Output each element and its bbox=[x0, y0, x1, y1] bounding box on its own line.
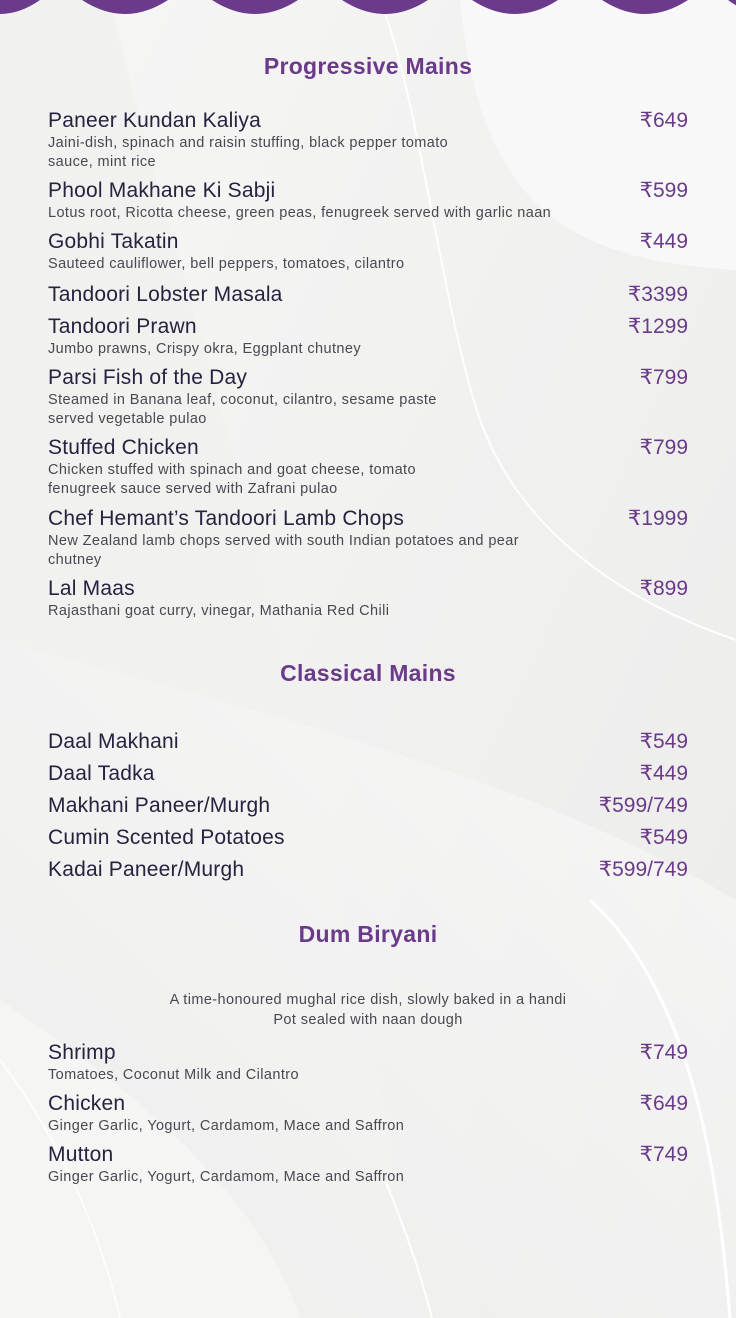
item-name: Kadai Paneer/Murgh bbox=[48, 858, 245, 881]
item-name: Daal Makhani bbox=[48, 730, 179, 753]
item-name: Daal Tadka bbox=[48, 762, 155, 785]
item-name: Tandoori Prawn bbox=[48, 315, 197, 338]
item-description: Sauteed cauliflower, bell peppers, tomatoes, cilantro bbox=[48, 256, 405, 272]
item-name: Gobhi Takatin bbox=[48, 230, 179, 253]
item-name: Parsi Fish of the Day bbox=[48, 366, 248, 389]
item-price: ₹649 bbox=[639, 109, 688, 132]
item-description: Jaini-dish, spinach and raisin stuffing, black pepper tomato sauce, mint rice bbox=[48, 135, 449, 170]
item-name: Lal Maas bbox=[48, 577, 135, 600]
menu-item bbox=[48, 1143, 688, 1187]
menu-item bbox=[48, 507, 688, 570]
item-price: ₹799 bbox=[639, 436, 688, 459]
item-price: ₹899 bbox=[639, 577, 688, 600]
item-name: Phool Makhane Ki Sabji bbox=[48, 179, 276, 202]
menu-item bbox=[48, 730, 688, 754]
biryani-intro-line-2: Pot sealed with naan dough bbox=[273, 1012, 463, 1028]
item-name: Mutton bbox=[48, 1143, 114, 1166]
item-price: ₹549 bbox=[639, 730, 688, 753]
item-price: ₹549 bbox=[639, 826, 688, 849]
section-title-dum-biryani: Dum Biryani bbox=[298, 921, 438, 947]
item-price: ₹749 bbox=[639, 1143, 688, 1166]
menu-item bbox=[48, 858, 688, 882]
item-name: Paneer Kundan Kaliya bbox=[48, 109, 261, 132]
item-description: Chicken stuffed with spinach and goat cheese, tomato fenugreek sauce served with Zafrani pulao bbox=[48, 462, 416, 497]
section-title-progressive-mains: Progressive Mains bbox=[263, 53, 473, 79]
item-price: ₹3399 bbox=[627, 283, 688, 306]
menu-item bbox=[48, 230, 688, 274]
item-name: Tandoori Lobster Masala bbox=[48, 283, 283, 306]
item-description: Jumbo prawns, Crispy okra, Eggplant chutney bbox=[48, 341, 361, 357]
item-price: ₹799 bbox=[639, 366, 688, 389]
item-price: ₹599/749 bbox=[598, 794, 688, 817]
menu-item bbox=[48, 315, 688, 359]
menu-item bbox=[48, 826, 688, 850]
item-description: Tomatoes, Coconut Milk and Cilantro bbox=[48, 1067, 299, 1083]
menu-item bbox=[48, 1092, 688, 1136]
item-name: Makhani Paneer/Murgh bbox=[48, 794, 271, 817]
menu-item bbox=[48, 794, 688, 818]
item-price: ₹449 bbox=[639, 762, 688, 785]
item-price: ₹599/749 bbox=[598, 858, 688, 881]
item-price: ₹599 bbox=[639, 179, 688, 202]
menu-item bbox=[48, 1041, 688, 1085]
item-name: Chef Hemant’s Tandoori Lamb Chops bbox=[48, 507, 405, 530]
item-description: Lotus root, Ricotta cheese, green peas, fenugreek served with garlic naan bbox=[48, 205, 552, 221]
menu-item bbox=[48, 179, 688, 223]
menu-item bbox=[48, 366, 688, 429]
item-description: New Zealand lamb chops served with south Indian potatoes and pear chutney bbox=[48, 533, 519, 568]
item-description: Steamed in Banana leaf, coconut, cilantro, sesame paste served vegetable pulao bbox=[48, 392, 437, 427]
section-title-classical-mains: Classical Mains bbox=[280, 660, 456, 686]
menu-item bbox=[48, 109, 688, 172]
item-price: ₹449 bbox=[639, 230, 688, 253]
item-name: Cumin Scented Potatoes bbox=[48, 826, 285, 849]
item-price: ₹1999 bbox=[627, 507, 688, 530]
item-price: ₹749 bbox=[639, 1041, 688, 1064]
item-description: Ginger Garlic, Yogurt, Cardamom, Mace and Saffron bbox=[48, 1169, 405, 1185]
menu-item bbox=[48, 577, 688, 621]
item-description: Ginger Garlic, Yogurt, Cardamom, Mace and Saffron bbox=[48, 1118, 405, 1134]
biryani-intro-line-1: A time-honoured mughal rice dish, slowly baked in a handi bbox=[169, 992, 567, 1008]
item-price: ₹1299 bbox=[627, 315, 688, 338]
item-name: Shrimp bbox=[48, 1041, 116, 1064]
menu-item bbox=[48, 762, 688, 786]
item-price: ₹649 bbox=[639, 1092, 688, 1115]
menu-item bbox=[48, 436, 688, 499]
item-name: Stuffed Chicken bbox=[48, 436, 199, 459]
item-name: Chicken bbox=[48, 1092, 126, 1115]
menu-item bbox=[48, 283, 688, 307]
item-description: Rajasthani goat curry, vinegar, Mathania Red Chili bbox=[48, 603, 390, 619]
